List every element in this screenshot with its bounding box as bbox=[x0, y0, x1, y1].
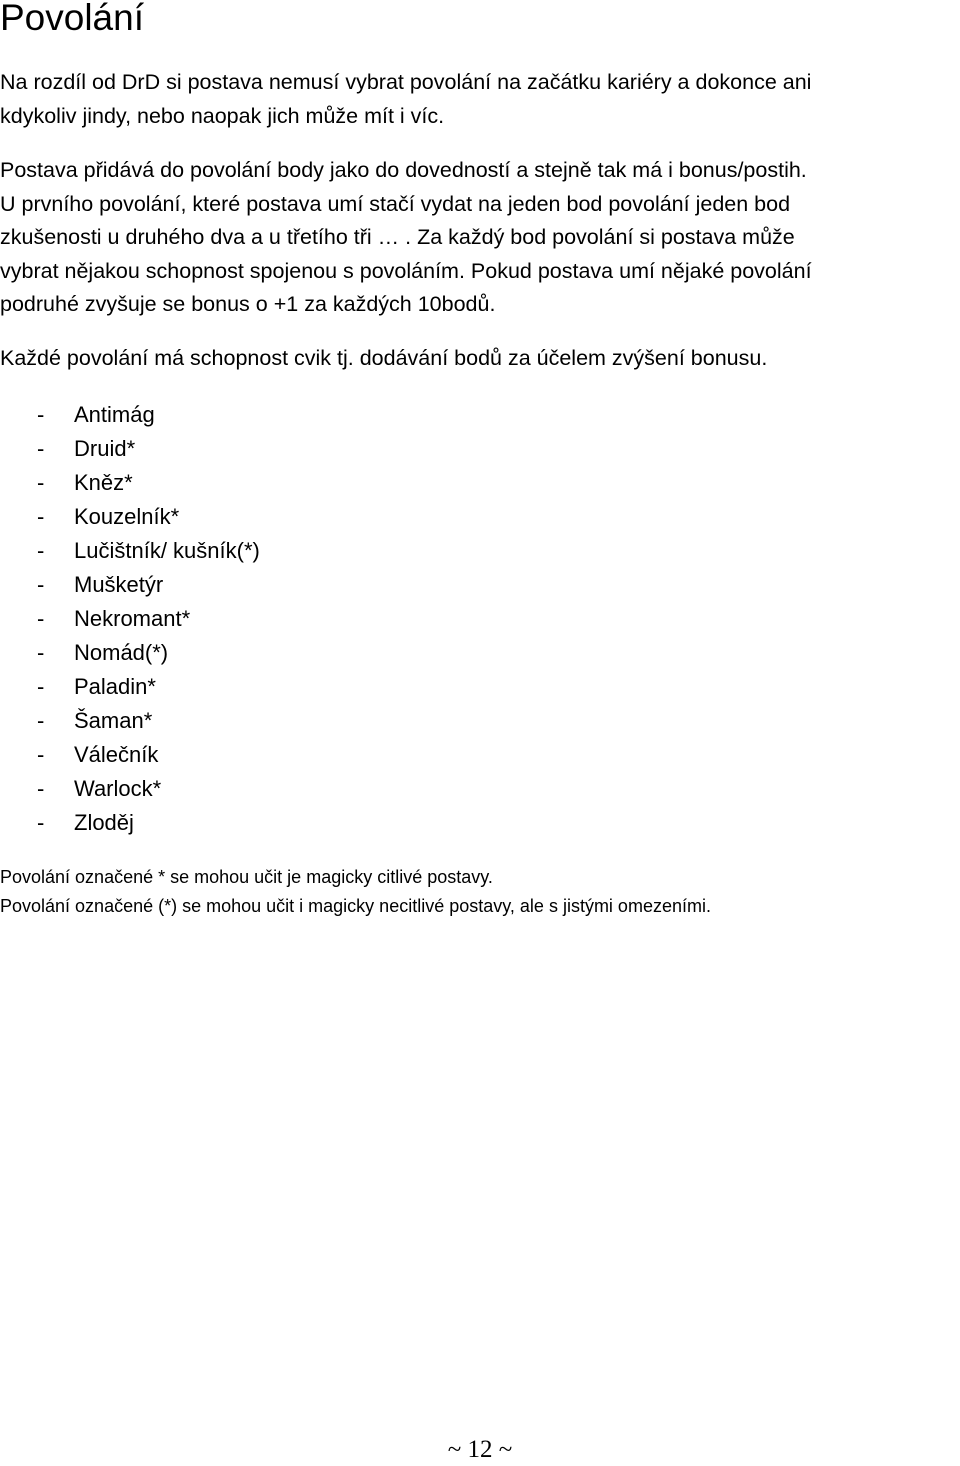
paragraph-line: zkušenosti u druhého dva a u třetího tři … . Za každý bod povolání si postava může bbox=[0, 225, 795, 250]
profession-name: Zloděj bbox=[74, 810, 134, 835]
list-dash: - bbox=[37, 606, 45, 631]
list-dash: - bbox=[37, 538, 45, 563]
profession-name: Válečník bbox=[74, 742, 159, 767]
profession-name: Kněz* bbox=[74, 470, 133, 495]
list-dash: - bbox=[37, 708, 45, 733]
profession-name: Paladin* bbox=[74, 674, 156, 699]
profession-name: Nomád(*) bbox=[74, 640, 169, 665]
list-dash: - bbox=[37, 572, 45, 597]
page-number: ~ 12 ~ bbox=[447, 1436, 513, 1463]
list-dash: - bbox=[37, 742, 45, 767]
list-dash: - bbox=[37, 640, 45, 665]
note-magic-sensitive: Povolání označené * se mohou učit je magicky citlivé postavy. bbox=[0, 867, 493, 887]
profession-name: Lučištník/ kušník(*) bbox=[74, 538, 260, 563]
list-dash: - bbox=[37, 504, 45, 529]
list-dash: - bbox=[37, 402, 45, 427]
profession-name: Antimág bbox=[74, 402, 155, 427]
profession-name: Kouzelník* bbox=[74, 504, 180, 529]
paragraph-line: U prvního povolání, které postava umí stačí vydat na jeden bod povolání jeden bod bbox=[0, 191, 791, 216]
paragraph-line: Postava přidává do povolání body jako do dovedností a stejně tak má i bonus/postih. bbox=[0, 158, 807, 182]
paragraph-line: podruhé zvyšuje se bonus o +1 za každých 10bodů. bbox=[0, 292, 496, 317]
note-non-magic: Povolání označené (*) se mohou učit i magicky necitlivé postavy, ale s jistými omezeními. bbox=[0, 896, 711, 916]
paragraph-line: kdykoliv jindy, nebo naopak jich může mít i víc. bbox=[0, 103, 445, 128]
paragraph-line: Na rozdíl od DrD si postava nemusí vybrat povolání na začátku kariéry a dokonce ani bbox=[0, 70, 812, 94]
paragraph-points bbox=[0, 154, 960, 322]
list-dash: - bbox=[37, 674, 45, 699]
list-dash: - bbox=[37, 436, 45, 461]
profession-name: Mušketýr bbox=[74, 572, 164, 597]
paragraph-line: vybrat nějakou schopnost spojenou s povoláním. Pokud postava umí nějaké povolání bbox=[0, 258, 812, 283]
paragraph-intro bbox=[0, 66, 960, 133]
list-dash: - bbox=[37, 776, 45, 801]
list-dash: - bbox=[37, 470, 45, 495]
profession-name: Druid* bbox=[74, 436, 136, 461]
paragraph-line: Každé povolání má schopnost cvik tj. dodávání bodů za účelem zvýšení bonusu. bbox=[0, 346, 768, 370]
page-title: Povolání bbox=[0, 0, 144, 38]
profession-name: Warlock* bbox=[74, 776, 162, 801]
profession-name: Nekromant* bbox=[74, 606, 191, 631]
profession-name: Šaman* bbox=[74, 708, 153, 733]
list-dash: - bbox=[37, 810, 45, 835]
paragraph-training bbox=[0, 342, 960, 376]
